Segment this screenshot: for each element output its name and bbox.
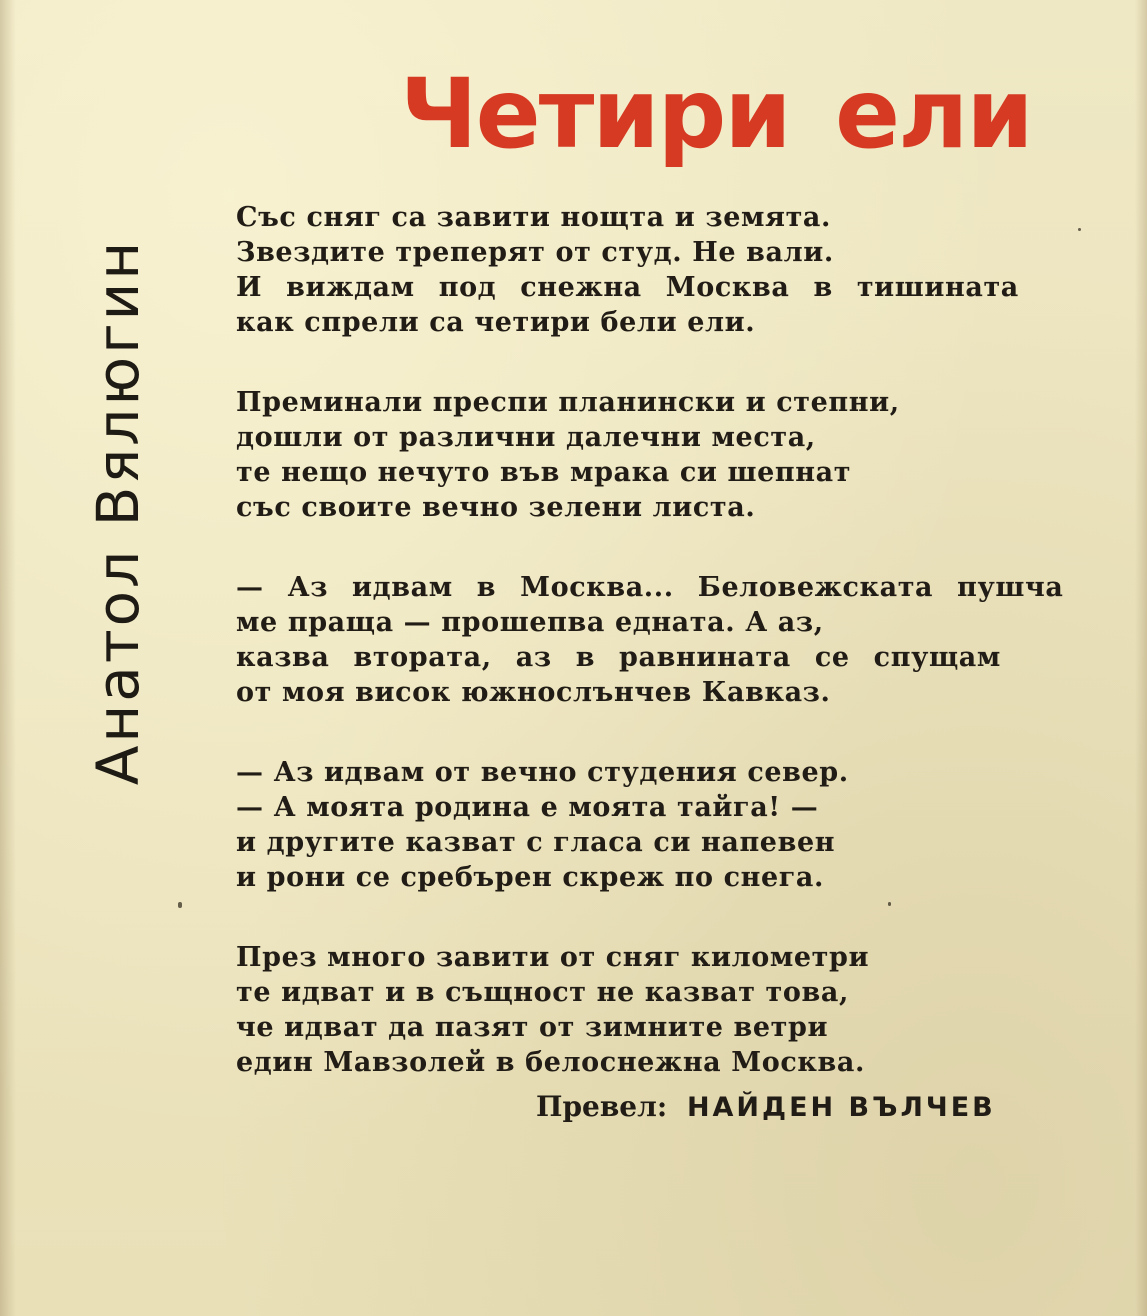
poem-title: Четири ели [400, 58, 1032, 170]
poem-line: и другите казват с гласа си напевен [236, 827, 836, 858]
translator-name: НАЙДЕН ВЪЛЧЕВ [686, 1092, 996, 1123]
poem-line: те нещо нечуто във мрака си шепнат [236, 457, 852, 488]
poem-line: един Мавзолей в белоснежна Москва. [236, 1047, 865, 1078]
poem-line: — А моята родина е моята тайга! — [236, 792, 819, 823]
translator-label: Превел: [536, 1090, 668, 1123]
poem-line: През много завити от сняг километри [236, 942, 870, 973]
poem-line: със своите вечно зелени листа. [236, 492, 756, 523]
poem-line: как спрели са четири бели ели. [236, 307, 756, 338]
poem-line: — Аз идвам от вечно студения север. [236, 757, 849, 788]
author-name: Анатол Вялюгин [84, 238, 152, 786]
poem-line: казва втората, аз в равнината се спущам [236, 642, 1001, 673]
poem-line: Звездите треперят от студ. Не вали. [236, 237, 834, 268]
stanza [236, 755, 1086, 895]
poem-line: И виждам под снежна Москва в тишината [236, 272, 1019, 303]
stanza [236, 200, 1086, 340]
ink-speck [888, 902, 891, 906]
translator-credit [536, 1090, 996, 1123]
poem-body [236, 200, 1086, 1125]
poem-line: — Аз идвам в Москва... Беловежската пушча [236, 572, 1064, 603]
poem-line: Преминали преспи планински и степни, [236, 387, 900, 418]
poem-line: те идват и в същност не казват това, [236, 977, 849, 1008]
poem-line: дошли от различни далечни места, [236, 422, 816, 453]
poem-line: Със сняг са завити нощта и земята. [236, 202, 832, 233]
poem-line: и рони се сребърен скреж по снега. [236, 862, 825, 893]
poem-line: от моя висок южнослънчев Кавказ. [236, 677, 831, 708]
poem-line: ме праща — прошепва едната. А аз, [236, 607, 824, 638]
poem-line: че идват да пазят от зимните ветри [236, 1012, 829, 1043]
ink-speck [1078, 228, 1081, 231]
ink-speck [178, 902, 182, 908]
stanza [236, 940, 1086, 1080]
stanza [236, 570, 1086, 710]
stanza [236, 385, 1086, 525]
